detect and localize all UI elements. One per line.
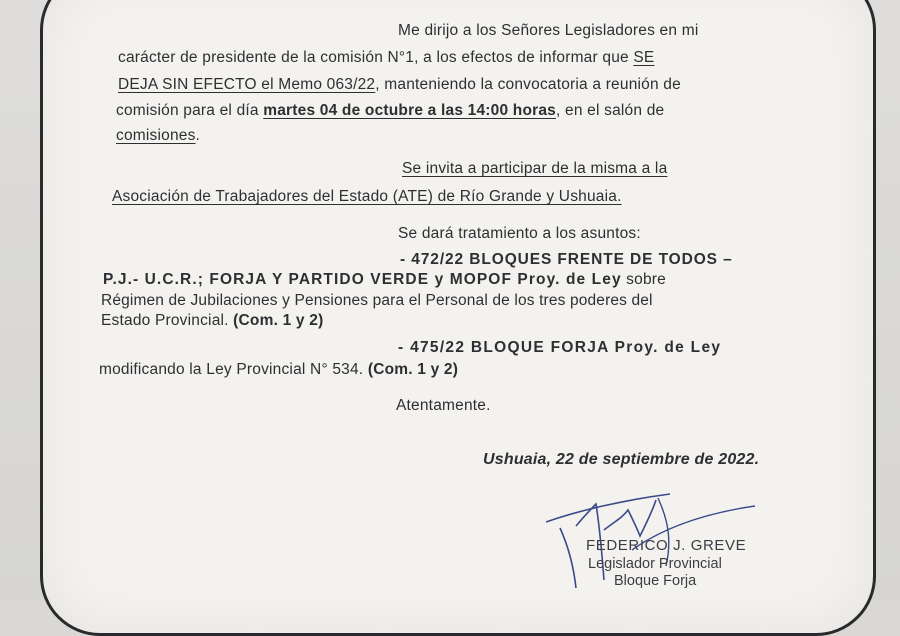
p2-line-2: Asociación de Trabajadores del Estado (ATE) de Río Grande y Ushuaia. <box>112 188 622 205</box>
agenda-item-1-line-2a: P.J.- U.C.R.; FORJA Y PARTIDO VERDE y MOPOF Proy. de Ley <box>103 271 622 288</box>
agenda-item-1-line-4 <box>101 312 323 330</box>
agenda-intro: Se dará tratamiento a los asuntos: <box>398 225 641 242</box>
place-date: Ushuaia, 22 de septiembre de 2022. <box>483 451 760 468</box>
p2-line-1: Se invita a participar de la misma a la <box>402 160 668 177</box>
p1-line-4a: comisión para el día <box>116 102 264 119</box>
p1-line-2a: carácter de presidente de la comisión N°1, a los efectos de informar que <box>118 49 634 66</box>
p1-line-2b: SE <box>633 49 655 66</box>
p1-line-5a: comisiones <box>116 127 196 144</box>
agenda-item-1-line-4a: Estado Provincial. <box>101 312 234 329</box>
closing: Atentamente. <box>396 397 491 414</box>
p1-line-3 <box>118 76 681 94</box>
p1-line-5b: . <box>195 127 201 144</box>
agenda-item-2-line-1: - 475/22 BLOQUE FORJA Proy. de Ley <box>398 339 722 356</box>
signer-name: FEDERICO J. GREVE <box>586 537 747 554</box>
agenda-item-1-committees: (Com. 1 y 2) <box>233 312 324 329</box>
agenda-item-1-line-3: Régimen de Jubilaciones y Pensiones para el Personal de los tres poderes del <box>101 292 653 309</box>
p1-line-4 <box>116 102 664 120</box>
agenda-item-2-line-2a: modificando la Ley Provincial N° 534. <box>99 361 368 378</box>
agenda-item-2-committees: (Com. 1 y 2) <box>367 361 459 378</box>
signer-bloc: Bloque Forja <box>614 573 697 589</box>
p1-line-3b: , manteniendo la convocatoria a reunión de <box>375 76 681 93</box>
p1-line-1: Me dirijo a los Señores Legisladores en mi <box>398 22 699 39</box>
signer-role: Legislador Provincial <box>588 556 722 572</box>
memo-reference: DEJA SIN EFECTO el Memo 063/22 <box>118 76 376 93</box>
p1-line-5 <box>116 127 200 145</box>
meeting-datetime: martes 04 de octubre a las 14:00 horas <box>263 102 557 119</box>
p1-line-4c: , en el salón de <box>556 102 665 119</box>
agenda-item-1-line-2 <box>103 271 666 289</box>
agenda-item-1-line-1: - 472/22 BLOQUES FRENTE DE TODOS – <box>400 251 733 268</box>
agenda-item-2-line-2 <box>99 361 458 379</box>
p1-line-2 <box>118 49 654 67</box>
agenda-item-1-line-2b: sobre <box>621 271 666 288</box>
